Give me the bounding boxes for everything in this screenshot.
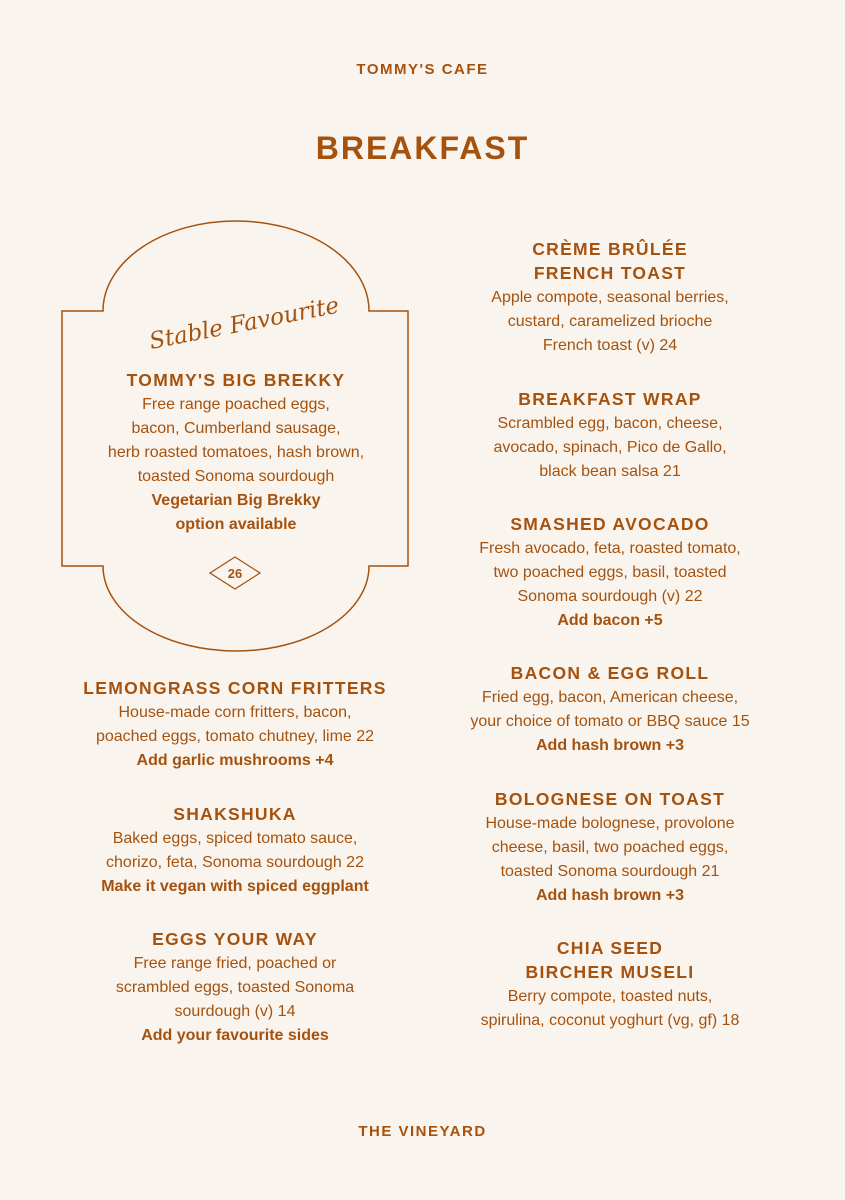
menu-item bbox=[440, 661, 780, 758]
menu-item-extra: Make it vegan with spiced eggplant bbox=[101, 878, 369, 895]
menu-item-description: Berry compote, toasted nuts, spirulina, coconut yoghurt (vg, gf) 18 bbox=[480, 988, 740, 1029]
menu-item-name: SMASHED AVOCADO bbox=[510, 514, 710, 534]
cafe-brand: TOMMY'S CAFE bbox=[356, 61, 489, 78]
menu-item-extra: Add bacon +5 bbox=[557, 612, 663, 629]
menu-item-name: SHAKSHUKA bbox=[173, 804, 297, 824]
menu-item bbox=[440, 936, 780, 1033]
menu-item-description: Baked eggs, spiced tomato sauce, chorizo, feta, Sonoma sourdough 22 bbox=[106, 830, 364, 871]
featured-price-badge bbox=[209, 556, 261, 590]
menu-item-description: Free range fried, poached or scrambled eggs, toasted Sonoma sourdough (v) 14 bbox=[115, 955, 355, 1020]
menu-item-name: CHIA SEED BIRCHER MUSELI bbox=[525, 938, 695, 982]
menu-item-name: EGGS YOUR WAY bbox=[152, 929, 318, 949]
menu-item-extra: Add your favourite sides bbox=[141, 1027, 329, 1044]
featured-item-name: TOMMY'S BIG BREKKY bbox=[126, 370, 346, 390]
menu-item-name: LEMONGRASS CORN FRITTERS bbox=[83, 678, 387, 698]
menu-title: BREAKFAST bbox=[315, 130, 530, 166]
menu-item-name: BREAKFAST WRAP bbox=[518, 389, 702, 409]
menu-item bbox=[440, 387, 780, 484]
menu-item-description: Apple compote, seasonal berries, custard, caramelized brioche French toast (v) 24 bbox=[491, 289, 729, 354]
menu-item-extra: Add garlic mushrooms +4 bbox=[136, 752, 334, 769]
menu-item-extra: Add hash brown +3 bbox=[535, 887, 684, 904]
featured-item bbox=[60, 368, 412, 537]
menu-item-name: BACON & EGG ROLL bbox=[510, 663, 710, 683]
menu-item-extra: Add hash brown +3 bbox=[535, 737, 684, 754]
menu-item bbox=[60, 802, 410, 899]
featured-tag: Stable Favourite bbox=[147, 292, 342, 355]
menu-item bbox=[440, 787, 780, 908]
menu-item-name: BOLOGNESE ON TOAST bbox=[494, 789, 726, 809]
menu-item bbox=[60, 676, 410, 773]
footer-location: THE VINEYARD bbox=[358, 1123, 487, 1140]
menu-item bbox=[60, 927, 410, 1048]
menu-item-description: Scrambled egg, bacon, cheese, avocado, spinach, Pico de Gallo, black bean salsa 21 bbox=[493, 415, 727, 480]
featured-item-description: Free range poached eggs, bacon, Cumberland sausage, herb roasted tomatoes, hash brown, toasted Sonoma sourdough bbox=[107, 396, 365, 485]
menu-item-description: House-made corn fritters, bacon, poached eggs, tomato chutney, lime 22 bbox=[95, 704, 375, 745]
featured-item-extra: Vegetarian Big Brekky option available bbox=[151, 492, 321, 533]
featured-price: 26 bbox=[227, 565, 243, 581]
menu-item-name: CRÈME BRÛLÉE FRENCH TOAST bbox=[532, 239, 688, 283]
menu-item-description: Fried egg, bacon, American cheese, your choice of tomato or BBQ sauce 15 bbox=[470, 689, 750, 730]
menu-item bbox=[440, 237, 780, 358]
menu-item bbox=[440, 512, 780, 633]
menu-item-description: House-made bolognese, provolone cheese, basil, two poached eggs, toasted Sonoma sourdough 21 bbox=[485, 815, 735, 880]
menu-item-description: Fresh avocado, feta, roasted tomato, two poached eggs, basil, toasted Sonoma sourdough (v) 22 bbox=[479, 540, 741, 605]
